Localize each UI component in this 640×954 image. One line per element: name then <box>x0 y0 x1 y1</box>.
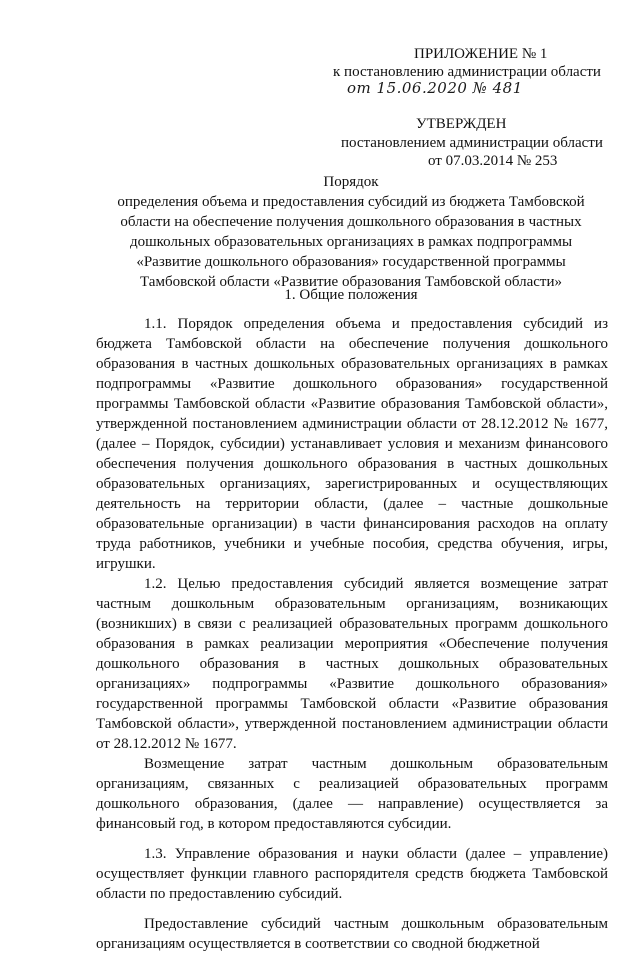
handwritten-date-number: от 15.06.2020 № 481 <box>347 79 523 97</box>
paragraph-reimbursement: Возмещение затрат частным дошкольным образовательным организациям, связанных с реализацией образовательных программ дошкольного образования, (далее — направление) осуществляется за финансовый год, в котором предоставляются субсидии. <box>96 756 608 832</box>
title-line-1: Порядок <box>323 174 379 190</box>
paragraph-1-2: 1.2. Целью предоставления субсидий является возмещение затрат частным дошкольным образовательным организациям, возникающих (возникших) в связи с реализацией образовательных программ дошкольного образования в рамках реализации мероприятия «Обеспечение получения дошкольного образования в частных дошкольных образовательных организациях» подпрограммы «Развитие дошкольного образования» государственной программы Тамбовской области «Развитие образования Тамбовской области», утвержденной постановлением администрации области от 28.12.2012 № 1677. <box>96 576 608 752</box>
approved-date-label: от 07.03.2014 № 253 <box>428 153 558 169</box>
paragraph-1-1: 1.1. Порядок определения объема и предоставления субсидий из бюджета Тамбовской области на обеспечение получения дошкольного образования в частных дошкольных образовательных организациях в рамках подпрограммы «Развитие дошкольного образования» государственной программы Тамбовской области «Развитие образования Тамбовской области», утвержденной постановлением администрации области от 28.12.2012 № 1677, (далее – Порядок, субсидии) устанавливает условия и механизм финансового обеспечения получения дошкольного образования в частных дошкольных образовательных организациях, зарегистрированных и осуществляющих деятельность на территории области, (далее – частные дошкольные образовательные организации) в части финансирования расходов на оплату труда работников, учебники и учебные пособия, средства обучения, игры, игрушки. <box>96 316 608 572</box>
body-text <box>96 314 608 954</box>
approved-label: УТВЕРЖДЕН <box>416 116 507 132</box>
to-resolution-label: к постановлению администрации области <box>333 64 601 80</box>
title-line-2: определения объема и предоставления субсидий из бюджета Тамбовской области на обеспечение получения дошкольного образования в частных дошкольных образовательных организациях в рамках подпрограммы «Развитие дошкольного образования» государственной программы Тамбовской области «Развитие образования Тамбовской области» <box>117 194 585 290</box>
document-title <box>96 172 606 292</box>
paragraph-1-3: 1.3. Управление образования и науки области (далее – управление) осуществляет функции главного распорядителя средств бюджета Тамбовской области по предоставлению субсидий. <box>96 846 608 902</box>
appendix-label: ПРИЛОЖЕНИЕ № 1 <box>414 46 548 62</box>
paragraph-provision: Предоставление субсидий частным дошкольным образовательным организациям осуществляется в соответствии со сводной бюджетной <box>96 916 608 952</box>
section-heading: 1. Общие положения <box>284 287 418 303</box>
approved-by-label: постановлением администрации области <box>341 135 603 151</box>
